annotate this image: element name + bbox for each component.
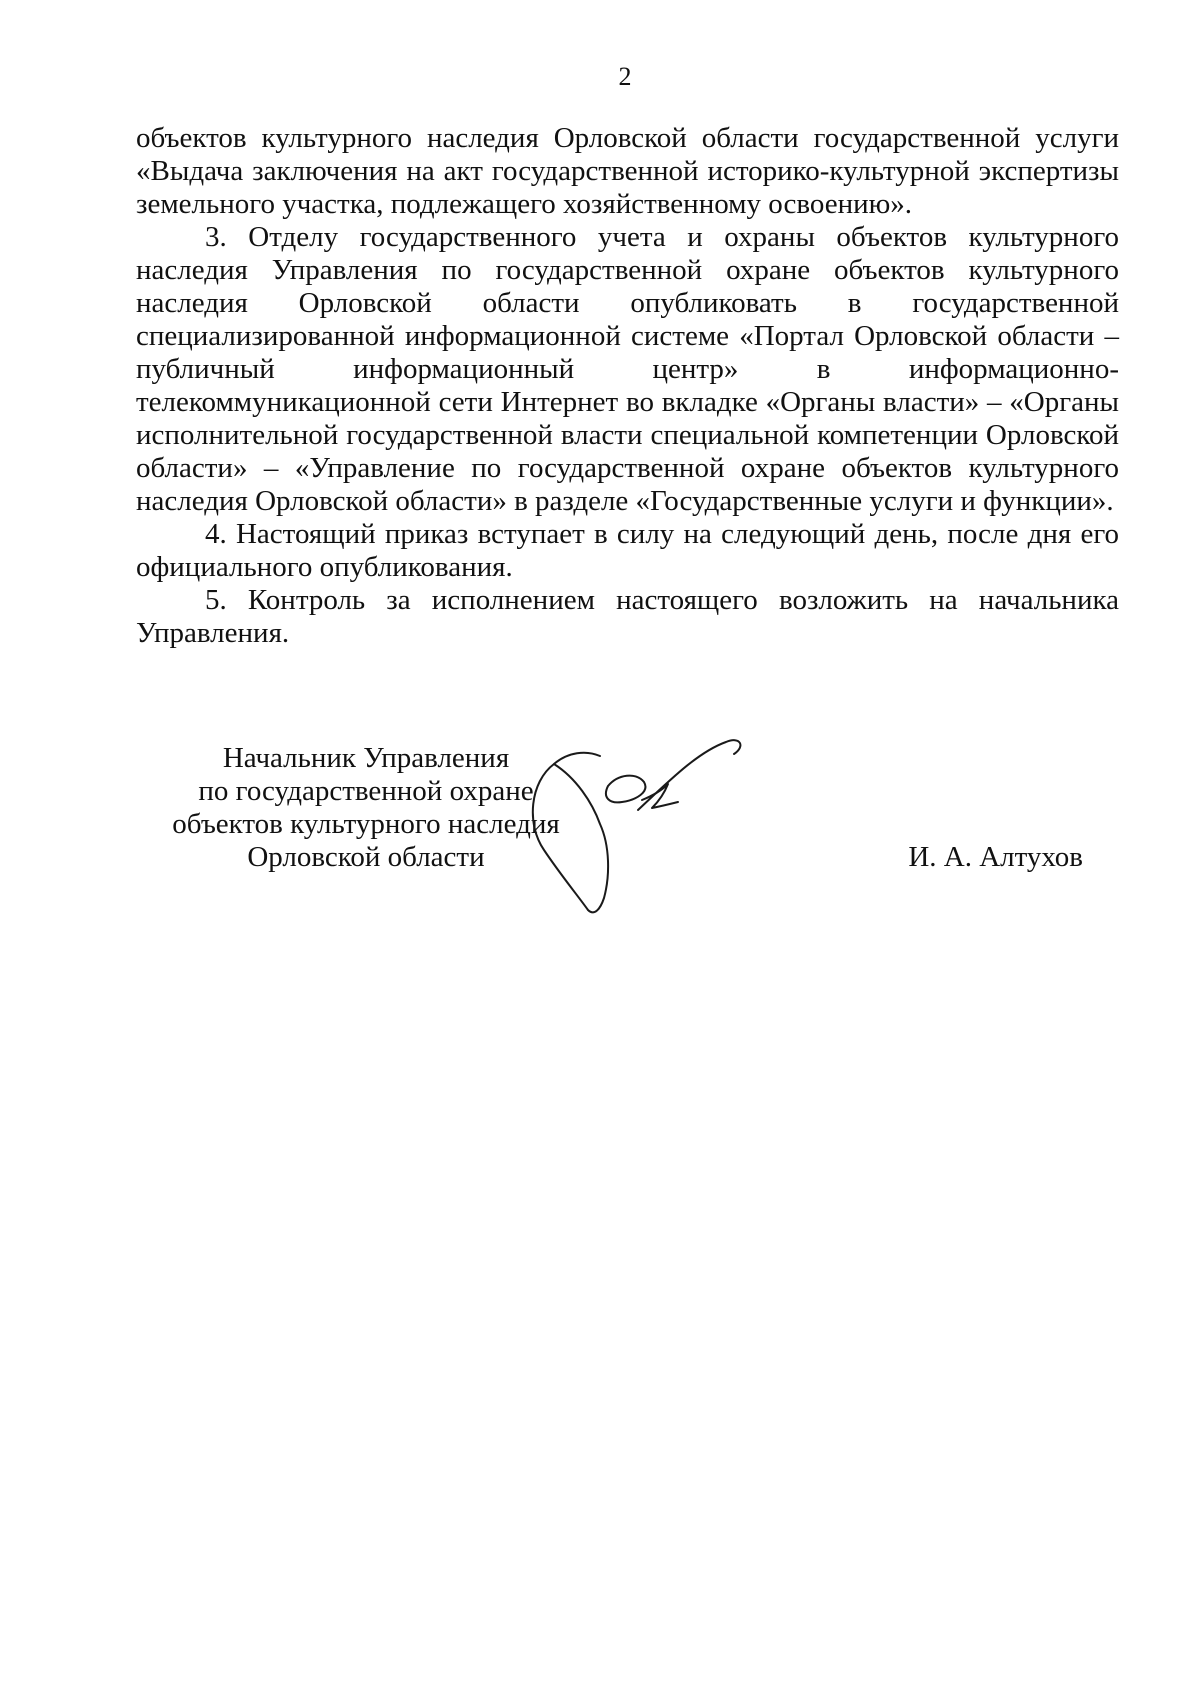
document-body xyxy=(136,122,1119,650)
page-number: 2 xyxy=(618,62,632,91)
signatory-title-line: Орловской области xyxy=(247,841,485,873)
paragraph-continuation: объектов культурного наследия Орловской области государственной услуги «Выдача заключения на акт государственной историко-культурной экспертизы земельного участка, подлежащего хозяйственному освоению». xyxy=(136,122,1119,220)
signatory-title-line: по государственной охране xyxy=(198,775,534,807)
signatory-title-line: Начальник Управления xyxy=(222,742,510,774)
handwritten-signature xyxy=(530,738,820,918)
signatory-name: И. А. Алтухов xyxy=(908,841,1083,873)
paragraph-item-5: 5. Контроль за исполнением настоящего возложить на начальника Управления. xyxy=(136,584,1119,649)
signatory-title xyxy=(166,742,566,874)
signatory-title-line: объектов культурного наследия xyxy=(172,808,560,840)
paragraph-item-4: 4. Настоящий приказ вступает в силу на следующий день, после дня его официального опубликования. xyxy=(136,518,1119,583)
paragraph-item-3: 3. Отделу государственного учета и охраны объектов культурного наследия Управления по государственной охране объектов культурного наследия Орловской области опубликовать в государственной специализированной информационной системе «Портал Орловской области – публичный информационный центр» в информационно-телекоммуникационной сети Интернет во вкладке «Органы власти» – «Органы исполнительной государственной власти специальной компетенции Орловской области» – «Управление по государственной охране объектов культурного наследия Орловской области» в разделе «Государственные услуги и функции». xyxy=(136,221,1119,517)
